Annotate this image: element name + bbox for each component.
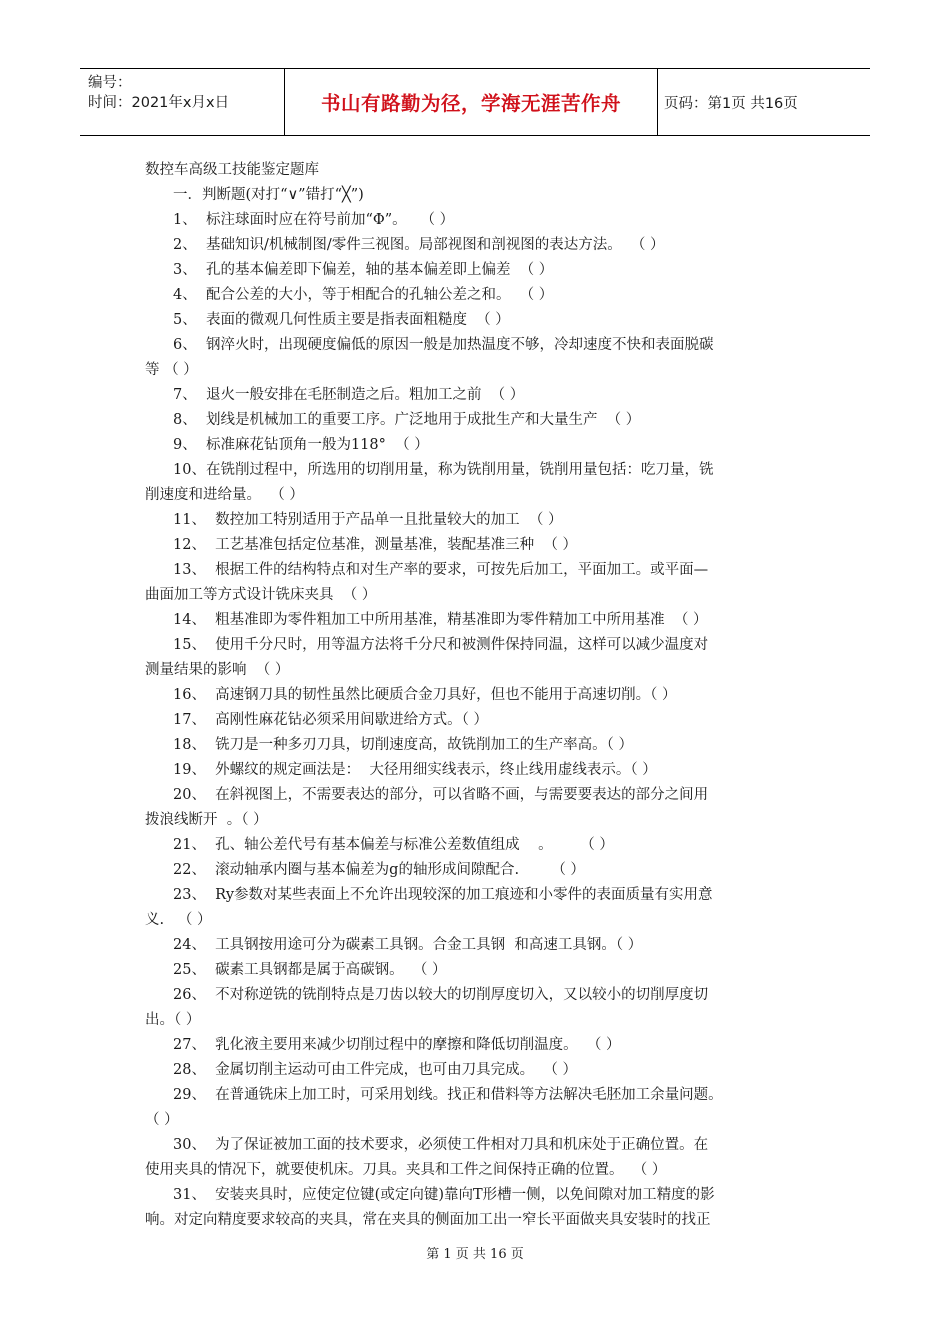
page-footer: 第 1 页 共 16 页	[426, 1247, 524, 1262]
question-continuation: 削速度和进给量。 （ ）	[145, 487, 304, 503]
question-line: 9、 标准麻花钻顶角一般为118° （ ）	[173, 437, 429, 453]
question-line: 11、 数控加工特别适用于产品单一且批量较大的加工 （ ）	[173, 512, 563, 528]
question-line: 28、 金属切削主运动可由工件完成，也可由刀具完成。 （ ）	[173, 1062, 577, 1078]
question-line: 26、 不对称逆铣的铣削特点是刀齿以较大的切削厚度切入，又以较小的切削厚度切	[173, 987, 709, 1003]
question-line: 18、 铣刀是一种多刃刀具，切削速度高，故铣削加工的生产率高。（ ）	[173, 737, 634, 753]
question-line: 29、 在普通铣床上加工时，可采用划线。找正和借料等方法解决毛胚加工余量问题。	[173, 1087, 723, 1103]
code-label: 编号：	[88, 75, 132, 91]
question-line: 10、在铣削过程中，所选用的切削用量，称为铣削用量，铣削用量包括：吃刀量，铣	[173, 462, 714, 478]
question-line: 21、 孔、轴公差代号有基本偏差与标准公差数值组成 。 （ ）	[173, 837, 614, 853]
document-body	[145, 158, 817, 1233]
question-line: 24、 工具钢按用途可分为碳素工具钢。合金工具钢 和高速工具钢。（ ）	[173, 937, 643, 953]
question-line: 14、 粗基准即为零件粗加工中所用基准，精基准即为零件精加工中所用基准 （ ）	[173, 612, 708, 628]
question-list	[145, 208, 817, 1233]
question-line: 3、 孔的基本偏差即下偏差，轴的基本偏差即上偏差 （ ）	[173, 262, 554, 278]
question-continuation: 测量结果的影响 （ ）	[145, 662, 290, 678]
question-line: 15、 使用千分尺时，用等温方法将千分尺和被测件保持同温，这样可以减少温度对	[173, 637, 709, 653]
question-continuation: 曲面加工等方式设计铣床夹具 （ ）	[145, 587, 377, 603]
question-line: 30、 为了保证被加工面的技术要求，必须使工件相对刀具和机床处于正确位置。在	[173, 1137, 709, 1153]
question-line: 7、 退火一般安排在毛胚制造之后。粗加工之前 （ ）	[173, 387, 525, 403]
question-line: 8、 划线是机械加工的重要工序。广泛地用于成批生产和大量生产 （ ）	[173, 412, 641, 428]
question-line: 12、 工艺基准包括定位基准，测量基准，装配基准三种 （ ）	[173, 537, 577, 553]
question-line: 20、 在斜视图上，不需要表达的部分，可以省略不画，与需要要表达的部分之间用	[173, 787, 709, 803]
question-line: 22、 滚动轴承内圈与基本偏差为g的轴形成间隙配合. （ ）	[173, 862, 585, 878]
question-line: 2、 基础知识/机械制图/零件三视图。局部视图和剖视图的表达方法。 （ ）	[173, 237, 665, 253]
question-line: 25、 碳素工具钢都是属于高碳钢。 （ ）	[173, 962, 447, 978]
question-line: 5、 表面的微观几何性质主要是指表面粗糙度 （ ）	[173, 312, 510, 328]
page-header	[80, 68, 870, 136]
time-label: 时间：2021年x月x日	[88, 95, 230, 111]
question-line: 31、 安装夹具时，应使定位键(或定向键)靠向T形槽一侧，以免间隙对加工精度的影	[173, 1187, 715, 1203]
question-continuation: 义. （ ）	[145, 912, 212, 928]
question-continuation: 使用夹具的情况下，就要使机床。刀具。夹具和工件之间保持正确的位置。 （ ）	[145, 1162, 667, 1178]
document-title: 数控车高级工技能鉴定题库	[145, 162, 319, 178]
question-line: 23、 Ry参数对某些表面上不允许出现较深的加工痕迹和小零件的表面质量有实用意	[173, 887, 713, 903]
question-line: 6、 钢淬火时，出现硬度偏低的原因一般是加热温度不够，冷却速度不快和表面脱碳	[173, 337, 714, 353]
question-line: 4、 配合公差的大小，等于相配合的孔轴公差之和。 （ ）	[173, 287, 554, 303]
header-meta	[80, 69, 284, 135]
question-continuation: 拨浪线断开 。（ ）	[145, 812, 268, 828]
question-line: 13、 根据工件的结构特点和对生产率的要求，可按先后加工，平面加工。或平面—	[173, 562, 709, 578]
question-line: 17、 高刚性麻花钻必须采用间歇进给方式。（ ）	[173, 712, 489, 728]
motto: 书山有路勤为径，学海无涯苦作舟	[284, 69, 658, 135]
question-line: 1、 标注球面时应在符号前加“Φ”。 （ ）	[173, 212, 455, 228]
page-info: 页码：第1页 共16页	[664, 95, 798, 112]
question-line: 19、 外螺纹的规定画法是： 大径用细实线表示，终止线用虚线表示。（ ）	[173, 762, 657, 778]
question-continuation: 等 （ ）	[145, 362, 198, 378]
question-continuation: （ ）	[145, 1112, 179, 1128]
question-line: 27、 乳化液主要用来减少切削过程中的摩擦和降低切削温度。 （ ）	[173, 1037, 621, 1053]
section-heading: 一．判断题(对打“∨”错打“╳”)	[173, 187, 364, 203]
question-line: 16、 高速钢刀具的韧性虽然比硬质合金刀具好，但也不能用于高速切削。（ ）	[173, 687, 677, 703]
question-continuation: 响。对定向精度要求较高的夹具，常在夹具的侧面加工出一窄长平面做夹具安装时的找正	[145, 1212, 711, 1228]
question-continuation: 出。（ ）	[145, 1012, 201, 1028]
